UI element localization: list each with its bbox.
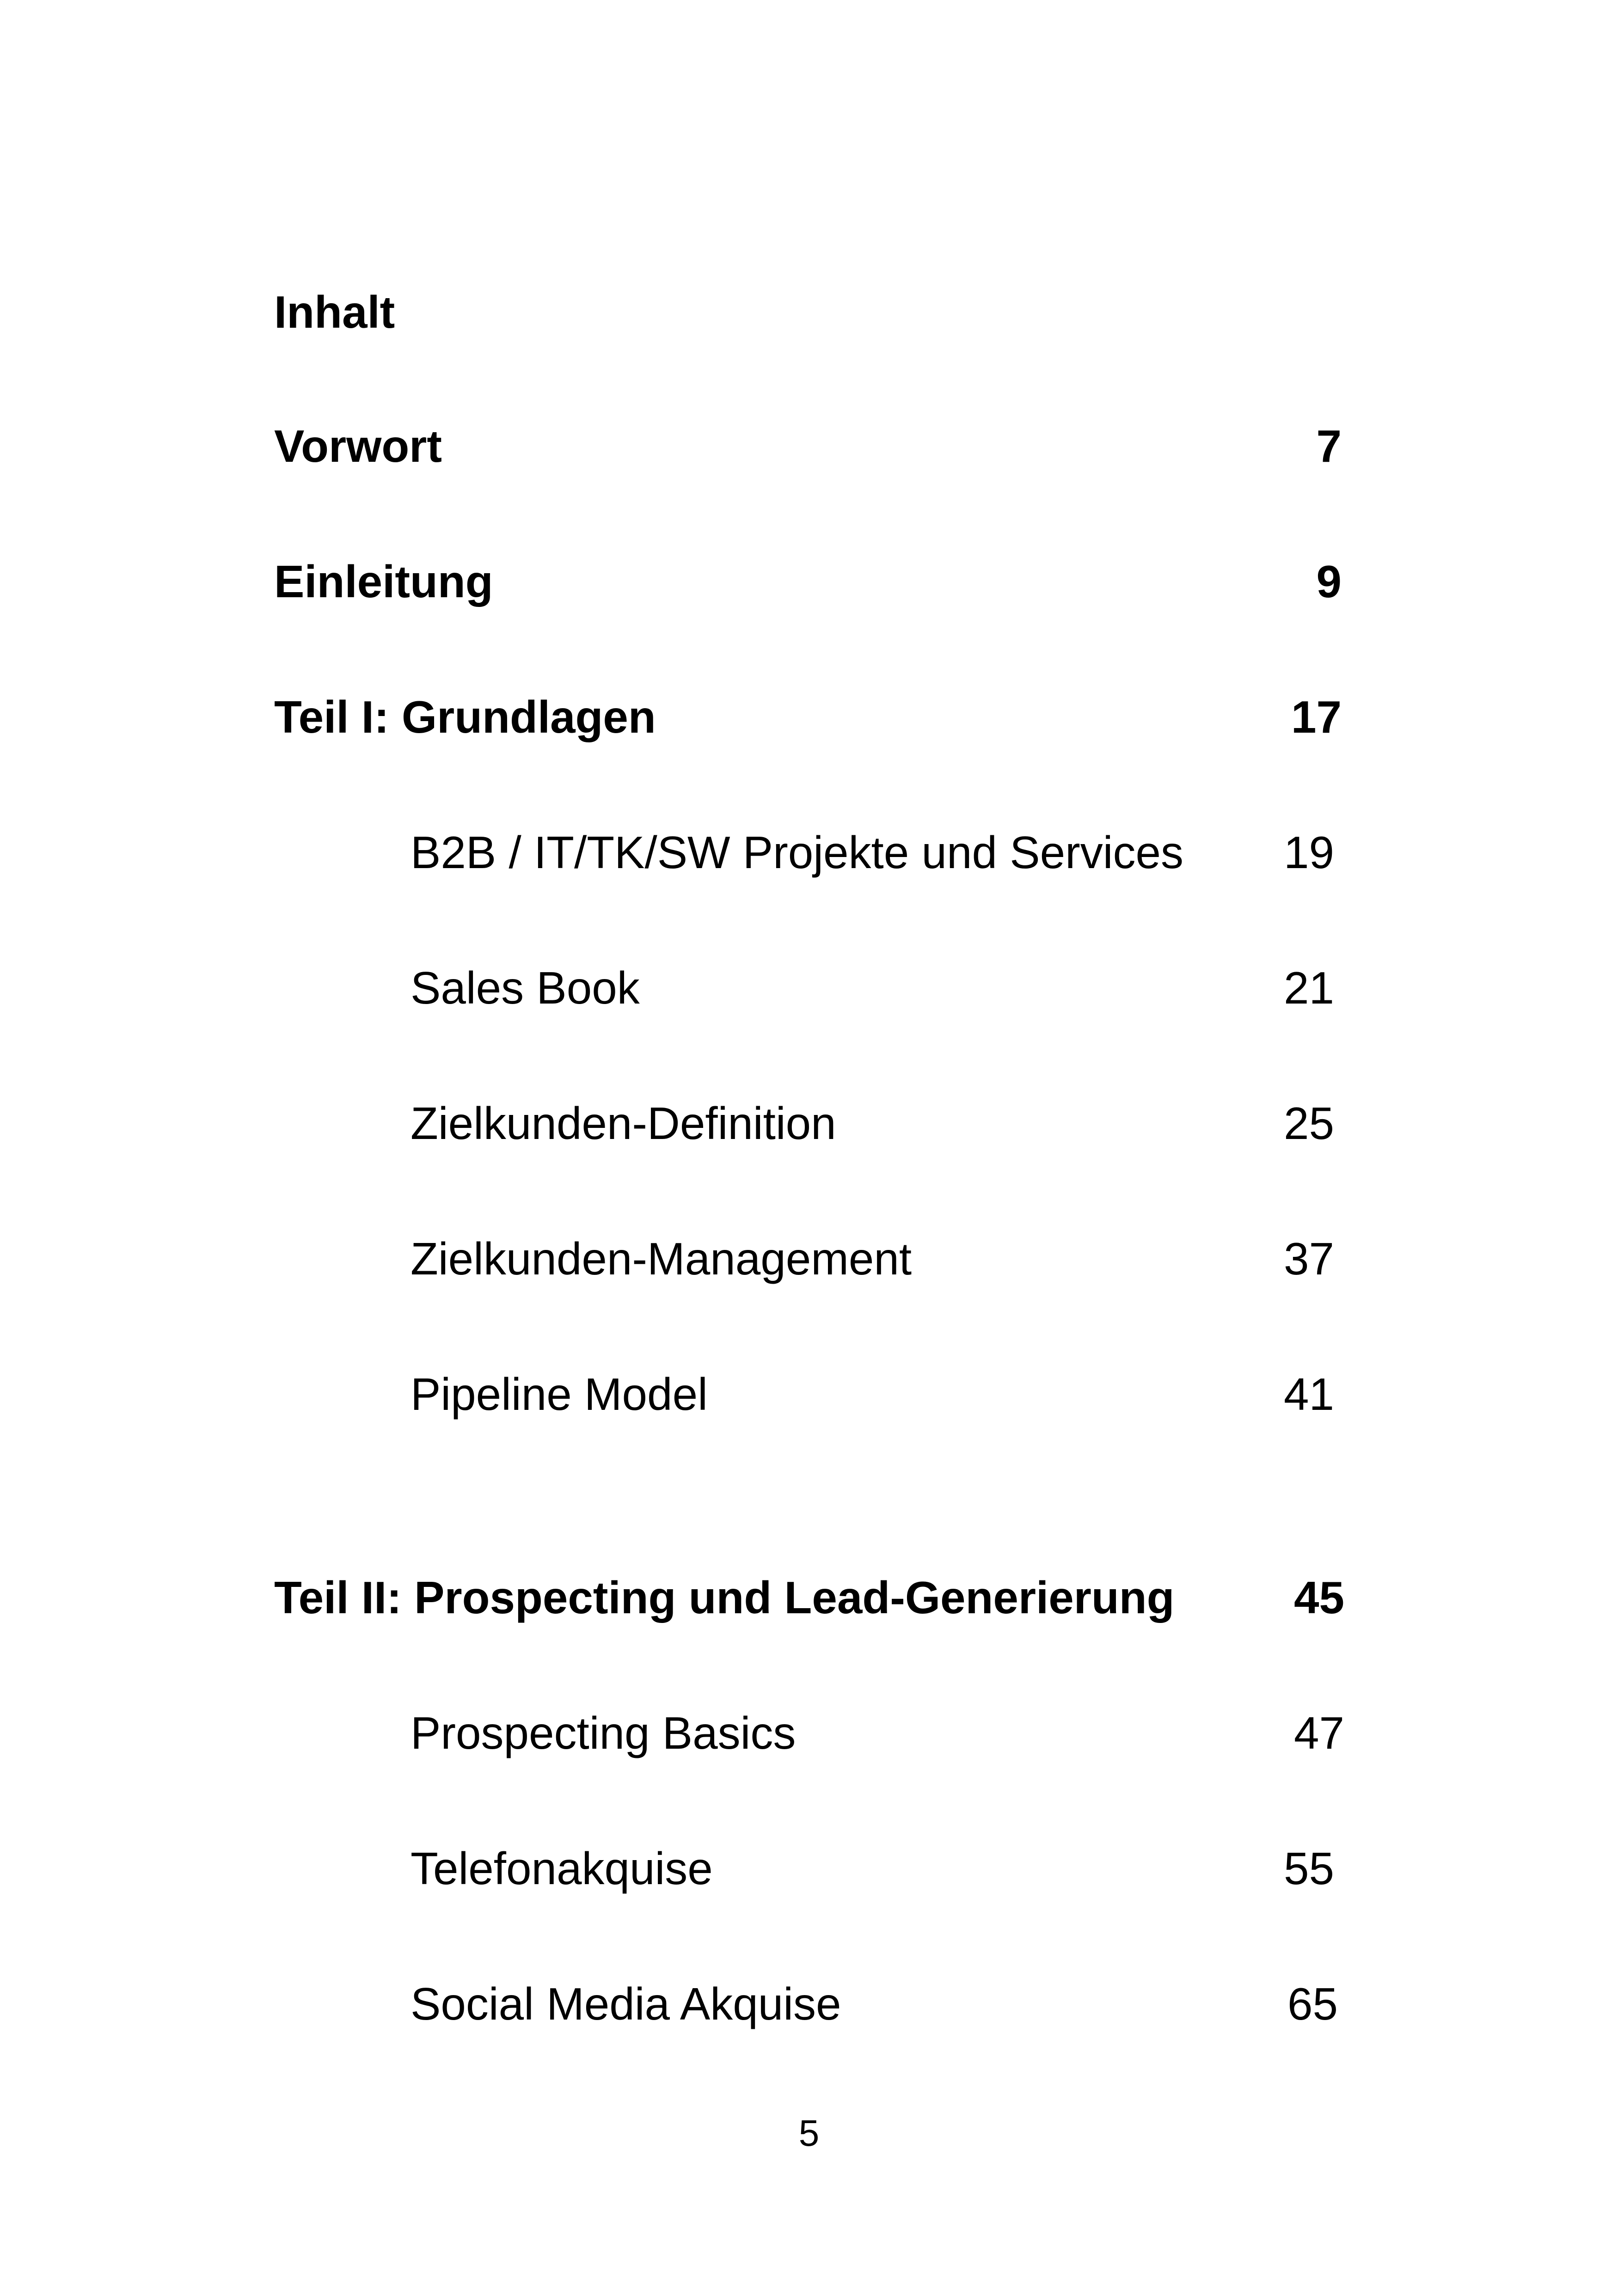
toc-subentry-telefonakquise	[0, 1836, 1618, 1901]
toc-entry-page: 17	[1291, 692, 1342, 742]
toc-subentry-zielkunden-definition	[0, 1091, 1618, 1156]
toc-entry-title: Zielkunden-Definition	[411, 1098, 836, 1149]
toc-entry-page: 25	[1283, 1098, 1334, 1149]
toc-entry-title: Teil II: Prospecting und Lead-Generierung	[274, 1572, 1175, 1623]
toc-entry-teil-2	[0, 1565, 1618, 1630]
toc-entry-page: 55	[1283, 1843, 1334, 1894]
toc-entry-title: Zielkunden-Management	[411, 1233, 912, 1284]
toc-heading: Inhalt	[274, 287, 395, 337]
toc-entry-title: Pipeline Model	[411, 1369, 708, 1420]
toc-entry-title: Vorwort	[274, 421, 442, 471]
toc-entry-teil-1	[0, 685, 1618, 749]
toc-subentry-social-media-akquise	[0, 1971, 1618, 2036]
toc-entry-page: 19	[1283, 827, 1334, 878]
toc-subentry-pipeline-model	[0, 1362, 1618, 1427]
toc-entry-page: 7	[1316, 421, 1342, 471]
toc-entry-page: 41	[1283, 1369, 1334, 1420]
toc-entry-title: Social Media Akquise	[411, 1978, 841, 2029]
toc-entry-einleitung	[0, 549, 1618, 614]
toc-entry-title: B2B / IT/TK/SW Projekte und Services	[411, 827, 1184, 878]
toc-entry-page: 47	[1293, 1708, 1344, 1758]
toc-entry-title: Einleitung	[274, 556, 493, 607]
toc-entry-page: 65	[1287, 1978, 1338, 2029]
toc-subentry-b2b	[0, 820, 1618, 885]
toc-entry-page: 45	[1293, 1572, 1344, 1623]
toc-subentry-sales-book	[0, 955, 1618, 1020]
toc-entry-title: Sales Book	[411, 962, 640, 1013]
page-number: 5	[798, 2112, 820, 2154]
toc-entry-page: 37	[1283, 1233, 1334, 1284]
toc-entry-title: Prospecting Basics	[411, 1708, 796, 1758]
toc-subentry-prospecting-basics	[0, 1701, 1618, 1765]
toc-entry-page: 21	[1283, 962, 1334, 1013]
toc-entry-vorwort	[0, 414, 1618, 478]
toc-entry-title: Telefonakquise	[411, 1843, 713, 1894]
toc-entry-title: Teil I: Grundlagen	[274, 692, 656, 742]
toc-subentry-zielkunden-management	[0, 1226, 1618, 1291]
toc-entry-page: 9	[1316, 556, 1342, 607]
